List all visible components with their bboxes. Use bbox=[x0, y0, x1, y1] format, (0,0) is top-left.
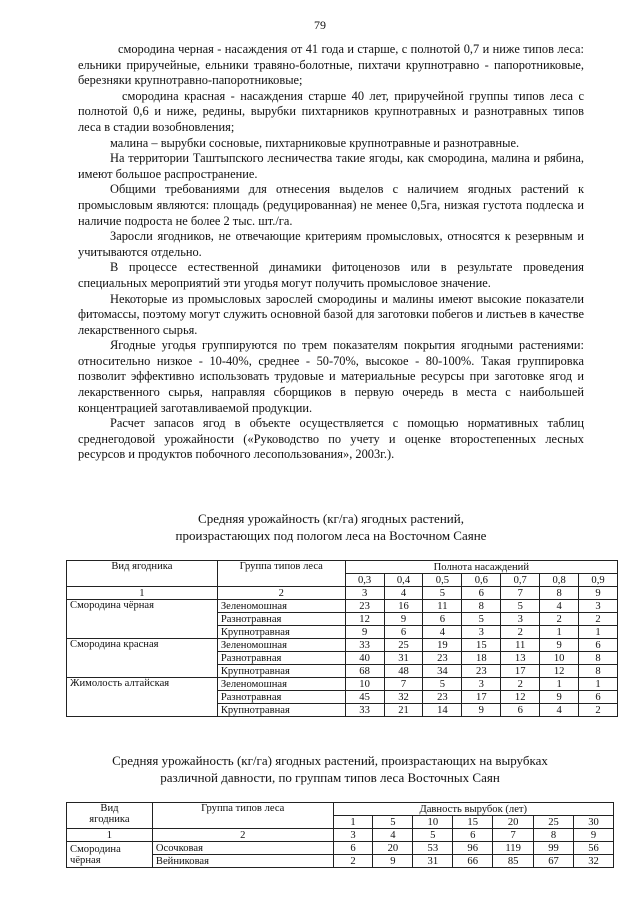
table-row bbox=[67, 600, 618, 613]
table1-density-value: 0,8 bbox=[540, 574, 579, 587]
table1-group: Зеленомошная bbox=[217, 600, 345, 613]
paragraph: смородина красная - насаждения старше 40 лет, приручейной группы типов леса с полнотой 0,6 и ниже, редины, вырубки пихтарников крупнотравных и разнотравных типов леса в стадии возобновления; bbox=[78, 88, 584, 134]
table2 bbox=[66, 802, 614, 868]
table2-age-value: 1 bbox=[333, 816, 373, 829]
table-cell: 68 bbox=[345, 665, 384, 678]
table2-group: Осочковая bbox=[152, 842, 333, 855]
paragraph: Ягодные угодья группируются по трем показателям покрытия ягодными растениями: относительно низкое - 10-40%, среднее - 50-70%, высокое - 80-100%. Такая группировка позволит эффективно использовать трудовые и материальные ресурсы при заготовке ягод и лекарственного сырья, направляя сборщиков в первую очередь в места с наибольшей концентрацией заготавливаемой продукции. bbox=[78, 338, 584, 415]
table2-caption-line: Средняя урожайность (кг/га) ягодных растений, произрастающих на вырубках bbox=[112, 753, 548, 768]
table2-header-species bbox=[67, 803, 153, 829]
table-cell: 7 bbox=[384, 678, 423, 691]
column-number: 1 bbox=[67, 587, 218, 600]
table1-group: Зеленомошная bbox=[217, 639, 345, 652]
table1-group: Крупнотравная bbox=[217, 665, 345, 678]
table-cell: 10 bbox=[540, 652, 579, 665]
column-number: 7 bbox=[493, 829, 534, 842]
column-number: 9 bbox=[579, 587, 618, 600]
table1-group: Крупнотравная bbox=[217, 626, 345, 639]
table1-group: Зеленомошная bbox=[217, 678, 345, 691]
table2-column-numbers bbox=[67, 829, 614, 842]
table1-group: Разнотравная bbox=[217, 691, 345, 704]
table2-age-value: 10 bbox=[413, 816, 453, 829]
table-cell: 11 bbox=[501, 639, 540, 652]
table-cell: 2 bbox=[579, 613, 618, 626]
table-cell: 1 bbox=[540, 678, 579, 691]
table2-header-age: Давность вырубок (лет) bbox=[333, 803, 613, 816]
paragraph: Общими требованиями для отнесения выделов с наличием ягодных растений к промысловым являются: площадь (редуцированная) не менее 0,5га, низкая густота подлеска и наличие подроста не более 2 тыс. шт./га. bbox=[78, 182, 584, 228]
table-cell: 6 bbox=[333, 842, 373, 855]
table2-caption-line: различной давности, по группам типов леса Восточных Саян bbox=[160, 770, 500, 785]
table-cell: 4 bbox=[423, 626, 462, 639]
table1-caption-line: Средняя урожайность (кг/га) ягодных растений, bbox=[198, 511, 464, 526]
table1-header-density: Полнота насаждений bbox=[345, 561, 617, 574]
column-number: 6 bbox=[462, 587, 501, 600]
table1-group: Крупнотравная bbox=[217, 704, 345, 717]
table-cell: 66 bbox=[453, 855, 493, 868]
table1-density-value: 0,9 bbox=[579, 574, 618, 587]
column-number: 7 bbox=[501, 587, 540, 600]
table-cell: 14 bbox=[423, 704, 462, 717]
column-number: 3 bbox=[345, 587, 384, 600]
table-cell: 3 bbox=[462, 678, 501, 691]
body-text bbox=[78, 42, 584, 463]
table1-group: Разнотравная bbox=[217, 613, 345, 626]
table-cell: 10 bbox=[345, 678, 384, 691]
table-cell: 4 bbox=[540, 704, 579, 717]
column-number: 4 bbox=[384, 587, 423, 600]
table-cell: 48 bbox=[384, 665, 423, 678]
table1-caption bbox=[78, 510, 584, 544]
table-cell: 85 bbox=[493, 855, 534, 868]
table1-density-value: 0,5 bbox=[423, 574, 462, 587]
table-cell: 15 bbox=[462, 639, 501, 652]
table-cell: 4 bbox=[540, 600, 579, 613]
table-cell: 9 bbox=[462, 704, 501, 717]
table-cell: 9 bbox=[540, 691, 579, 704]
table-cell: 67 bbox=[534, 855, 574, 868]
table-cell: 12 bbox=[540, 665, 579, 678]
table2-header-group: Группа типов леса bbox=[152, 803, 333, 829]
table-cell: 5 bbox=[423, 678, 462, 691]
table-cell: 17 bbox=[462, 691, 501, 704]
table-cell: 8 bbox=[579, 652, 618, 665]
paragraph: малина – вырубки сосновые, пихтарниковые крупнотравные и разнотравные. bbox=[110, 135, 520, 150]
table-cell: 31 bbox=[413, 855, 453, 868]
column-number: 1 bbox=[67, 829, 153, 842]
table2-group: Вейниковая bbox=[152, 855, 333, 868]
table-cell: 12 bbox=[345, 613, 384, 626]
table1-density-value: 0,4 bbox=[384, 574, 423, 587]
table2-age-value: 30 bbox=[574, 816, 614, 829]
table1-column-numbers bbox=[67, 587, 618, 600]
table-cell: 96 bbox=[453, 842, 493, 855]
table-cell: 1 bbox=[579, 626, 618, 639]
table-cell: 6 bbox=[423, 613, 462, 626]
page-number: 79 bbox=[314, 18, 326, 32]
table2-species-line: Смородина bbox=[70, 843, 121, 855]
table2-age-value: 25 bbox=[534, 816, 574, 829]
table1-group: Разнотравная bbox=[217, 652, 345, 665]
table-cell: 18 bbox=[462, 652, 501, 665]
table2-age-value: 20 bbox=[493, 816, 534, 829]
column-number: 5 bbox=[423, 587, 462, 600]
table-cell: 3 bbox=[501, 613, 540, 626]
table2-header-species-line: ягодника bbox=[89, 814, 130, 825]
table1-density-value: 0,3 bbox=[345, 574, 384, 587]
table-cell: 33 bbox=[345, 704, 384, 717]
table1-header-species: Вид ягодника bbox=[67, 561, 218, 587]
table1-species: Смородина чёрная bbox=[67, 600, 218, 639]
table-cell: 99 bbox=[534, 842, 574, 855]
paragraph: Некоторые из промысловых зарослей смородины и малины имеют высокие показатели фитомассы, поэтому могут служить основной базой для заготовки побегов и листьев в качестве лекарственного сырья. bbox=[78, 291, 584, 337]
paragraph: В процессе естественной динамики фитоценозов или в результате проведения специальных мероприятий эти угодья могут получить промысловое значение. bbox=[78, 260, 584, 290]
table-cell: 25 bbox=[384, 639, 423, 652]
table-cell: 13 bbox=[501, 652, 540, 665]
table-cell: 2 bbox=[501, 626, 540, 639]
table1-caption-line: произрастающих под пологом леса на Восточном Саяне bbox=[175, 528, 487, 543]
table-cell: 6 bbox=[579, 639, 618, 652]
table-cell: 23 bbox=[423, 691, 462, 704]
table-row bbox=[67, 639, 618, 652]
table-cell: 2 bbox=[333, 855, 373, 868]
table2-age-value: 15 bbox=[453, 816, 493, 829]
table-cell: 9 bbox=[540, 639, 579, 652]
table-cell: 5 bbox=[462, 613, 501, 626]
table2-species-line: чёрная bbox=[70, 854, 101, 866]
table-cell: 8 bbox=[579, 665, 618, 678]
table-cell: 20 bbox=[373, 842, 413, 855]
paragraph: Расчет запасов ягод в объекте осуществляется с помощью нормативных таблиц среднегодовой урожайности («Руководство по учету и оценке второстепенных лесных ресурсов и продуктов побочного лесопользования», 2003г.). bbox=[78, 416, 584, 462]
table-cell: 32 bbox=[574, 855, 614, 868]
table-cell: 1 bbox=[579, 678, 618, 691]
table-cell: 2 bbox=[501, 678, 540, 691]
table-cell: 19 bbox=[423, 639, 462, 652]
column-number: 5 bbox=[413, 829, 453, 842]
paragraph: смородина черная - насаждения от 41 года и старше, с полнотой 0,7 и ниже типов леса: ельники приручейные, ельники травяно-болотные, пихтачи крупнотравно - папоротниковые, березняки крупнотравно-папоротниковые; bbox=[78, 42, 584, 88]
table1-density-value: 0,6 bbox=[462, 574, 501, 587]
table-cell: 56 bbox=[574, 842, 614, 855]
table-cell: 23 bbox=[345, 600, 384, 613]
table-cell: 45 bbox=[345, 691, 384, 704]
table-cell: 5 bbox=[501, 600, 540, 613]
column-number: 8 bbox=[540, 587, 579, 600]
table-cell: 9 bbox=[384, 613, 423, 626]
table-cell: 11 bbox=[423, 600, 462, 613]
table-cell: 8 bbox=[462, 600, 501, 613]
table-cell: 6 bbox=[384, 626, 423, 639]
column-number: 6 bbox=[453, 829, 493, 842]
column-number: 2 bbox=[217, 587, 345, 600]
table-cell: 34 bbox=[423, 665, 462, 678]
column-number: 2 bbox=[152, 829, 333, 842]
table1-species: Жимолость алтайская bbox=[67, 678, 218, 717]
table-cell: 23 bbox=[462, 665, 501, 678]
column-number: 8 bbox=[534, 829, 574, 842]
table-cell: 1 bbox=[540, 626, 579, 639]
table-row bbox=[67, 842, 614, 855]
column-number: 4 bbox=[373, 829, 413, 842]
table-cell: 119 bbox=[493, 842, 534, 855]
table1 bbox=[66, 560, 618, 717]
table-cell: 16 bbox=[384, 600, 423, 613]
column-number: 9 bbox=[574, 829, 614, 842]
column-number: 3 bbox=[333, 829, 373, 842]
table-cell: 12 bbox=[501, 691, 540, 704]
table2-header-species-line: Вид bbox=[100, 803, 119, 814]
table-cell: 3 bbox=[462, 626, 501, 639]
table-cell: 32 bbox=[384, 691, 423, 704]
table-cell: 31 bbox=[384, 652, 423, 665]
table2-species bbox=[67, 842, 153, 868]
table1-header-group: Группа типов леса bbox=[217, 561, 345, 587]
table-row bbox=[67, 678, 618, 691]
table-cell: 33 bbox=[345, 639, 384, 652]
table-cell: 2 bbox=[579, 704, 618, 717]
table-cell: 3 bbox=[579, 600, 618, 613]
table-cell: 53 bbox=[413, 842, 453, 855]
table1-species: Смородина красная bbox=[67, 639, 218, 678]
table-cell: 6 bbox=[501, 704, 540, 717]
table-cell: 17 bbox=[501, 665, 540, 678]
table-cell: 40 bbox=[345, 652, 384, 665]
paragraph: На территории Таштыпского лесничества такие ягоды, как смородина, малина и рябина, имеют большое распространение. bbox=[78, 151, 584, 181]
table-cell: 23 bbox=[423, 652, 462, 665]
table-cell: 21 bbox=[384, 704, 423, 717]
table-cell: 6 bbox=[579, 691, 618, 704]
paragraph: Заросли ягодников, не отвечающие критериям промысловых, относятся к резервным и учитываются отдельно. bbox=[78, 229, 584, 259]
table-cell: 9 bbox=[373, 855, 413, 868]
table-cell: 9 bbox=[345, 626, 384, 639]
table2-caption bbox=[60, 752, 600, 786]
table-cell: 2 bbox=[540, 613, 579, 626]
table1-density-value: 0,7 bbox=[501, 574, 540, 587]
table2-age-value: 5 bbox=[373, 816, 413, 829]
